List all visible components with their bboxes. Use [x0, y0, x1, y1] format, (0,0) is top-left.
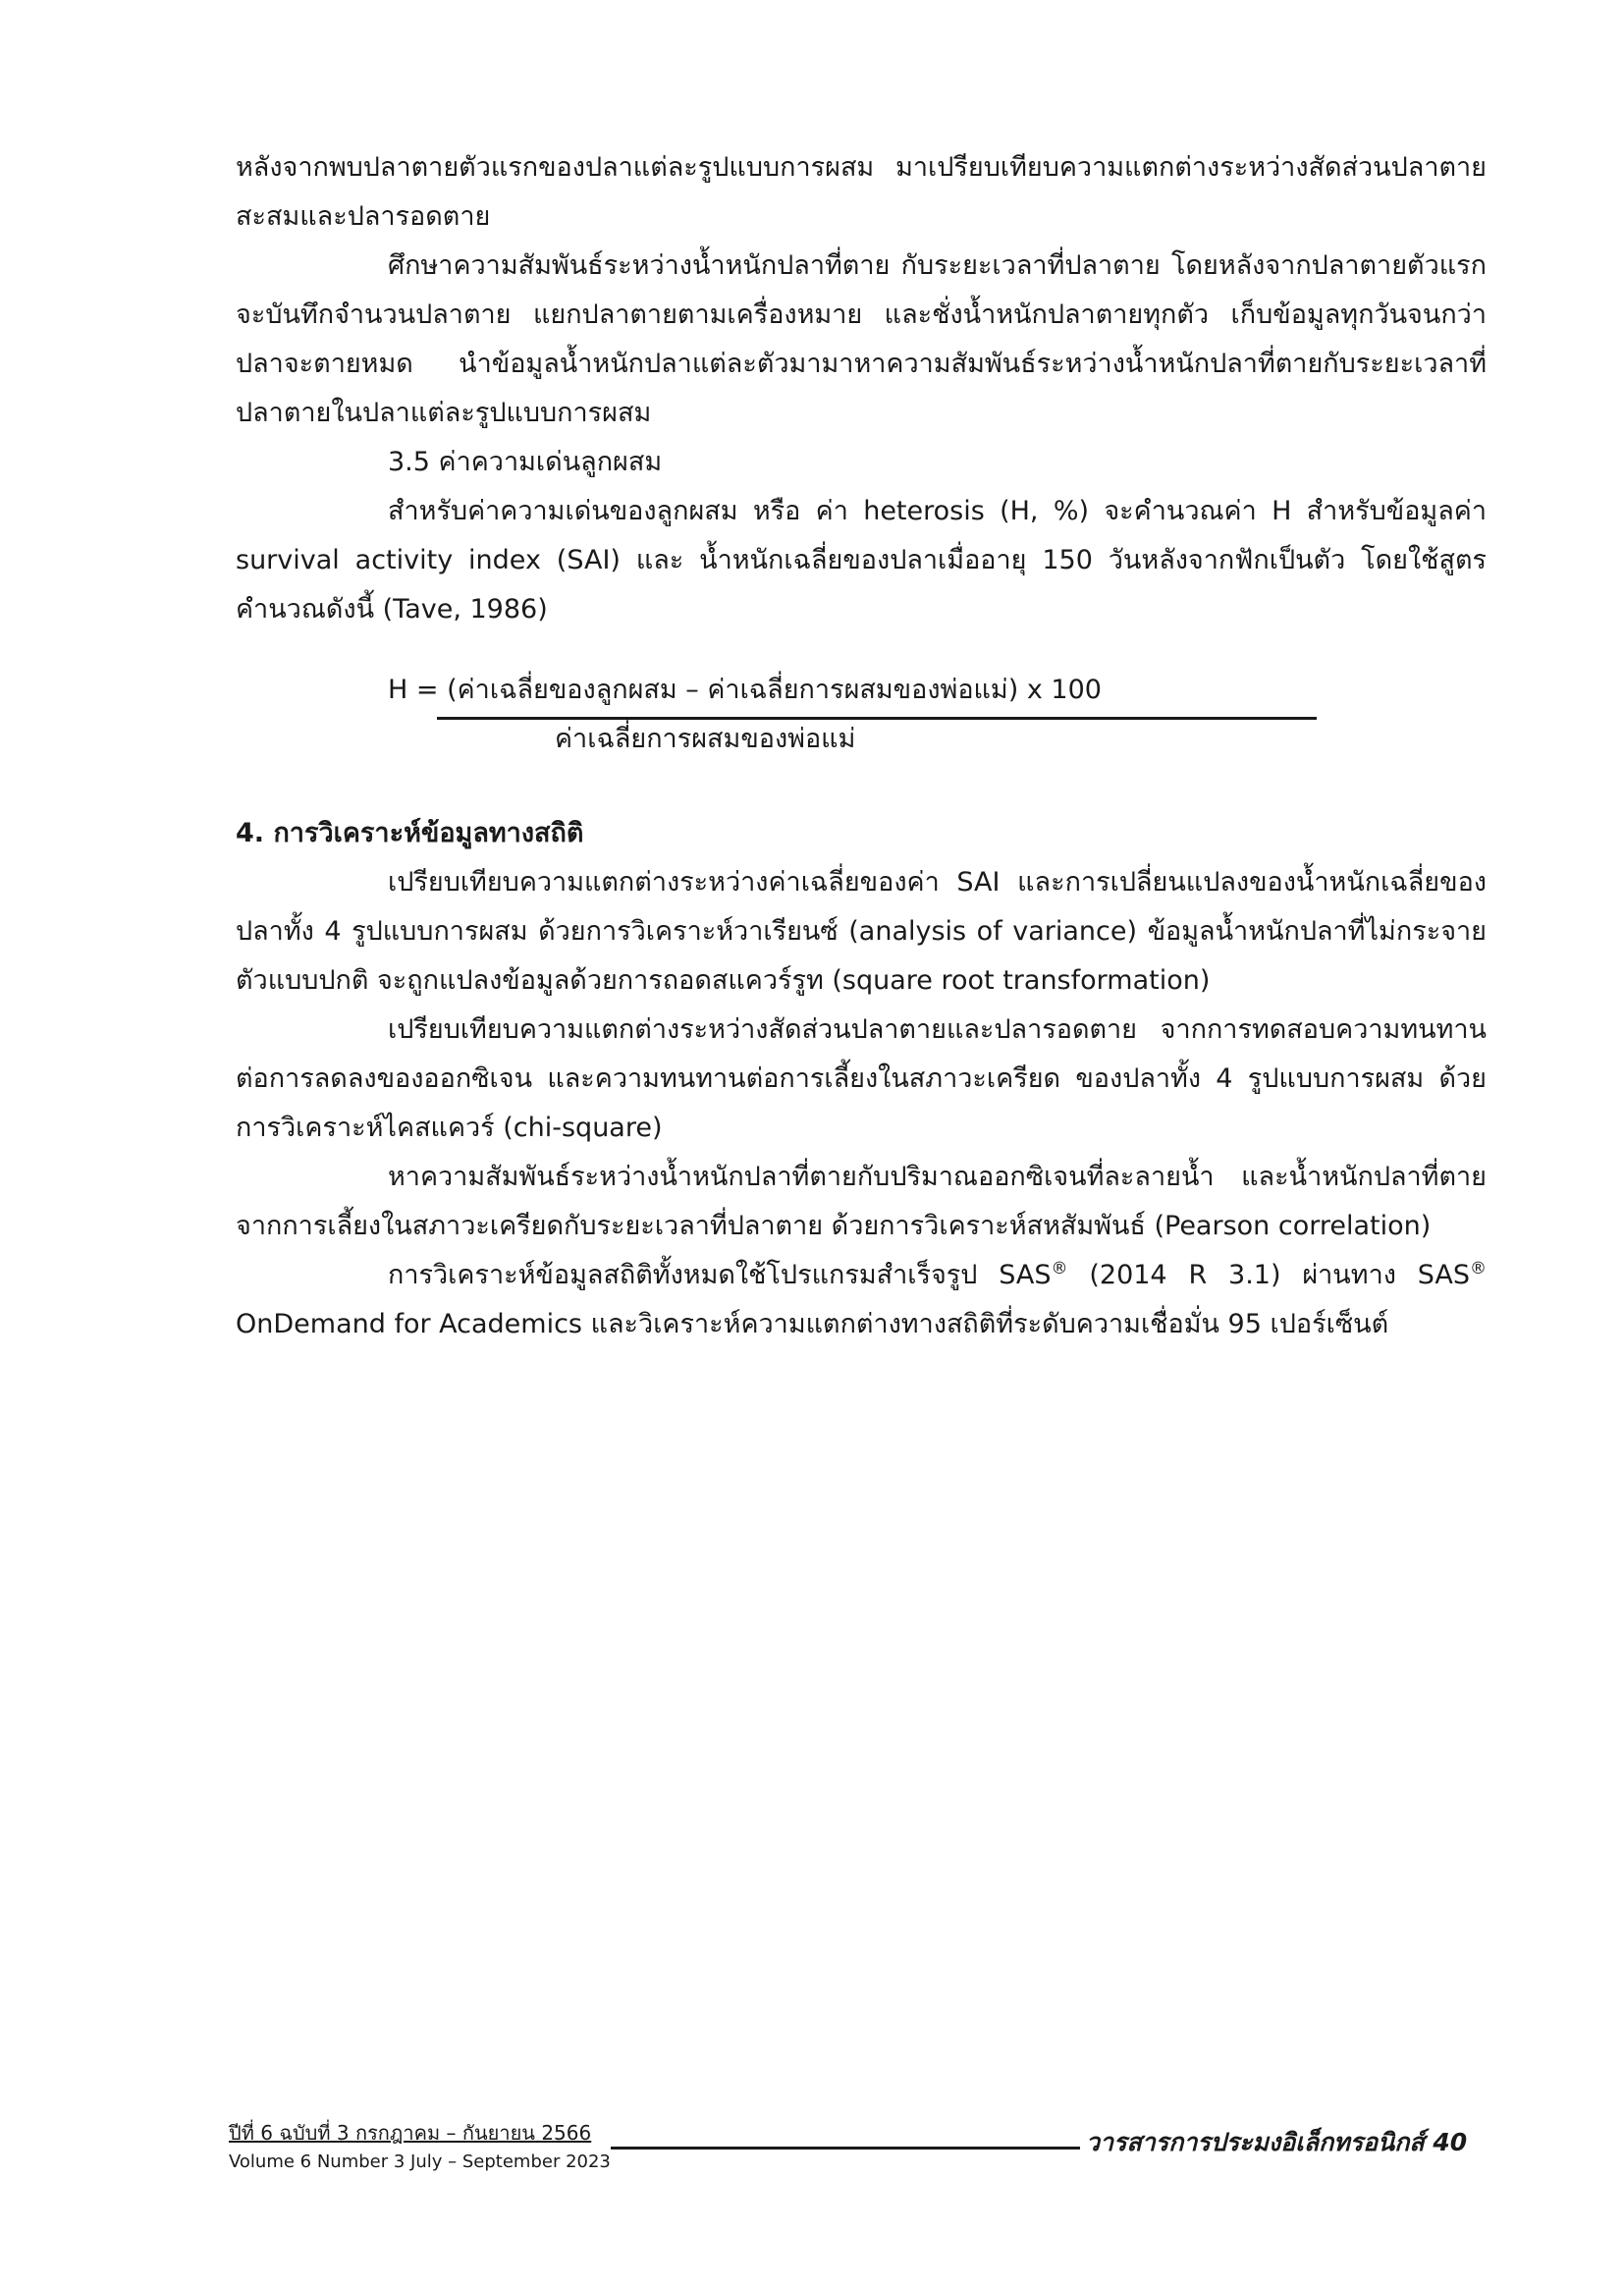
registered-mark: ® — [1051, 1259, 1068, 1279]
page-number: 40 — [1433, 2128, 1468, 2156]
paragraph-4: เปรียบเทียบความแตกต่างระหว่างค่าเฉลี่ยของค่า SAI และการเปลี่ยนแปลงของน้ำหนักเฉลี่ยของปลาทั้ง 4 รูปแบบการผสม ด้วยการวิเคราะห์วาเรียนซ์ (analysis of variance) ข้อมูลน้ำหนักปลาที่ไม่กระจายตัวแบบปกติ จะถูกแปลงข้อมูลด้วยการถอดสแควร์รูท (square root transformation) — [236, 867, 1487, 996]
paragraph-7-text-c: OnDemand for Academics และวิเคราะห์ความแตกต่างทางสถิติที่ระดับความเชื่อมั่น 95 เปอร์เซ็นต์ — [236, 1309, 1389, 1339]
footer-issue-thai: ปีที่ 6 ฉบับที่ 3 กรกฎาคม – กันยายน 2566 — [229, 2121, 592, 2145]
footer-rule — [611, 2147, 1080, 2150]
section-heading: 4. การวิเคราะห์ข้อมูลทางสถิติ — [236, 818, 584, 848]
formula-numerator: H = (ค่าเฉลี่ยของลูกผสม – ค่าเฉลี่ยการผสมของพ่อแม่) x 100 — [388, 675, 1102, 705]
paragraph-5: เปรียบเทียบความแตกต่างระหว่างสัดส่วนปลาตายและปลารอดตาย จากการทดสอบความทนทานต่อการลดลงของออกซิเจน และความทนทานต่อการเลี้ยงในสภาวะเครียด ของปลาทั้ง 4 รูปแบบการผสม ด้วยการวิเคราะห์ไคสแควร์ (chi-square) — [236, 1014, 1487, 1143]
footer-journal — [1086, 2125, 1467, 2160]
footer-issue-info — [229, 2118, 611, 2177]
subsection-heading: 3.5 ค่าความเด่นลูกผสม — [388, 447, 663, 477]
paragraph-6: หาความสัมพันธ์ระหว่างน้ำหนักปลาที่ตายกับปริมาณออกซิเจนที่ละลายน้ำ และน้ำหนักปลาที่ตายจากการเลี้ยงในสภาวะเครียดกับระยะเวลาที่ปลาตาย ด้วยการวิเคราะห์สหสัมพันธ์ (Pearson correlation) — [236, 1162, 1487, 1241]
paragraph-3: สำหรับค่าความเด่นของลูกผสม หรือ ค่า heterosis (H, %) จะคำนวณค่า H สำหรับข้อมูลค่า survival activity index (SAI) และ น้ำหนักเฉลี่ยของปลาเมื่ออายุ 150 วันหลังจากฟักเป็นตัว โดยใช้สูตรคำนวณดังนี้ (Tave, 1986) — [236, 496, 1487, 625]
paragraph-7-text-a: การวิเคราะห์ข้อมูลสถิติทั้งหมดใช้โปรแกรมสำเร็จรูป SAS — [388, 1260, 1052, 1290]
formula-denominator: ค่าเฉลี่ยการผสมของพ่อแม่ — [555, 724, 856, 754]
heterosis-formula — [236, 666, 1487, 784]
paragraph-2: ศึกษาความสัมพันธ์ระหว่างน้ำหนักปลาที่ตาย กับระยะเวลาที่ปลาตาย โดยหลังจากปลาตายตัวแรกจะบันทึกจำนวนปลาตาย แยกปลาตายตามเครื่องหมาย และชั่งน้ำหนักปลาตายทุกตัว เก็บข้อมูลทุกวันจนกว่าปลาจะตายหมด นำข้อมูลน้ำหนักปลาแต่ละตัวมามาหาความสัมพันธ์ระหว่างน้ำหนักปลาที่ตายกับระยะเวลาที่ปลาตายในปลาแต่ละรูปแบบการผสม — [236, 250, 1487, 428]
paragraph-7-text-b: (2014 R 3.1) ผ่านทาง SAS — [1067, 1260, 1470, 1290]
footer-issue-english: Volume 6 Number 3 July – September 2023 — [229, 2151, 611, 2172]
body-text — [236, 143, 1487, 1349]
journal-name: วารสารการประมงอิเล็กทรอนิกส์ — [1086, 2128, 1425, 2156]
registered-mark: ® — [1470, 1259, 1487, 1279]
paragraph-7 — [236, 1251, 1487, 1349]
paragraph-1: หลังจากพบปลาตายตัวแรกของปลาแต่ละรูปแบบการผสม มาเปรียบเทียบความแตกต่างระหว่างสัดส่วนปลาตายสะสมและปลารอดตาย — [236, 152, 1487, 232]
